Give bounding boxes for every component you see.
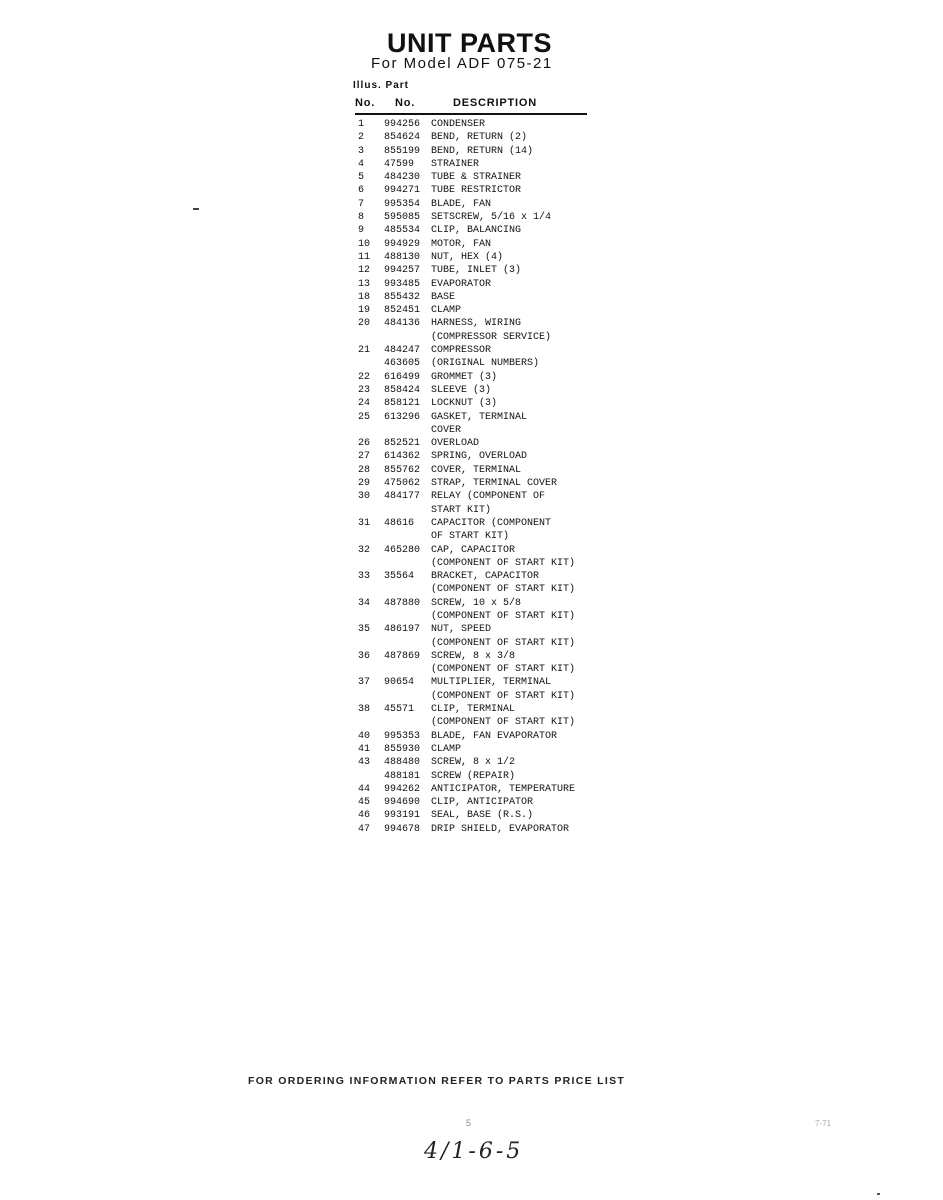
part-number: 463605 (384, 358, 421, 370)
column-header-illus-no: No. (355, 97, 376, 109)
illus-number: 2 (358, 132, 365, 144)
parts-list-row (355, 623, 615, 636)
parts-list-row (355, 730, 615, 743)
page-number: 5 (466, 1118, 472, 1128)
part-description: SLEEVE (3) (431, 384, 492, 396)
parts-list-row (355, 291, 615, 304)
parts-list-row (355, 158, 615, 171)
illus-number: 13 (358, 278, 371, 290)
part-number: 994262 (384, 783, 421, 795)
illus-number: 6 (358, 185, 365, 197)
part-number: 994678 (384, 823, 421, 835)
part-number: 993191 (384, 810, 421, 822)
parts-list-row (355, 118, 615, 131)
illus-number: 26 (358, 438, 371, 450)
parts-list-row (355, 344, 615, 357)
part-description: MOTOR, FAN (431, 238, 492, 250)
illus-number: 12 (358, 265, 371, 277)
part-number: 486197 (384, 624, 421, 636)
part-description: SEAL, BASE (R.S.) (431, 810, 534, 822)
parts-list-row (355, 570, 615, 583)
parts-list-row (355, 198, 615, 211)
part-description: STRAP, TERMINAL COVER (431, 478, 558, 490)
illus-number: 45 (358, 797, 371, 809)
illus-number: 34 (358, 597, 371, 609)
illus-number: 18 (358, 291, 371, 303)
part-number: 994271 (384, 185, 421, 197)
part-description: HARNESS, WIRING (431, 318, 522, 330)
parts-list-row (355, 703, 615, 716)
part-number: 484230 (384, 172, 421, 184)
part-number: 48616 (384, 517, 415, 529)
illus-number: 27 (358, 451, 371, 463)
part-number: 855199 (384, 145, 421, 157)
parts-list-row (355, 131, 615, 144)
part-number: 994257 (384, 265, 421, 277)
illus-number: 8 (358, 212, 365, 224)
parts-list-row (355, 384, 615, 397)
part-number: 488181 (384, 770, 421, 782)
part-description: SCREW, 8 x 1/2 (431, 757, 516, 769)
part-number: 614362 (384, 451, 421, 463)
parts-list-row (355, 211, 615, 224)
parts-list-row (355, 823, 615, 836)
parts-list-row (355, 770, 615, 783)
illus-number: 9 (358, 225, 365, 237)
illus-number: 5 (358, 172, 365, 184)
scan-mark (877, 1193, 880, 1195)
part-description: GROMMET (3) (431, 371, 498, 383)
part-number: 487880 (384, 597, 421, 609)
part-number: 852451 (384, 305, 421, 317)
illus-number: 3 (358, 145, 365, 157)
part-number: 994929 (384, 238, 421, 250)
part-description: SCREW (REPAIR) (431, 770, 516, 782)
parts-list-row (355, 371, 615, 384)
part-number: 854624 (384, 132, 421, 144)
part-number: 485534 (384, 225, 421, 237)
part-number: 995354 (384, 198, 421, 210)
part-number: 852521 (384, 438, 421, 450)
illus-number: 28 (358, 464, 371, 476)
illus-number: 37 (358, 677, 371, 689)
parts-list-row (355, 304, 615, 317)
parts-list-row (355, 171, 615, 184)
illus-number: 7 (358, 198, 365, 210)
part-description: CLIP, ANTICIPATOR (431, 797, 534, 809)
illus-number: 35 (358, 624, 371, 636)
illus-number: 46 (358, 810, 371, 822)
illus-number: 33 (358, 571, 371, 583)
part-description: LOCKNUT (3) (431, 398, 498, 410)
parts-list-row (355, 663, 615, 676)
illus-number: 40 (358, 730, 371, 742)
parts-list-row (355, 597, 615, 610)
illus-number: 19 (358, 305, 371, 317)
part-description: DRIP SHIELD, EVAPORATOR (431, 823, 570, 835)
parts-list-row (355, 583, 615, 596)
illus-number: 21 (358, 345, 371, 357)
part-number: 858121 (384, 398, 421, 410)
part-description: TUBE & STRAINER (431, 172, 522, 184)
part-number: 484136 (384, 318, 421, 330)
part-description: SPRING, OVERLOAD (431, 451, 528, 463)
parts-list-row (355, 809, 615, 822)
parts-list-row (355, 145, 615, 158)
handwritten-note: 4/1-6-5 (424, 1139, 524, 1164)
part-description: (COMPONENT OF START KIT) (431, 584, 576, 596)
part-description: (COMPONENT OF START KIT) (431, 717, 576, 729)
part-number: 855930 (384, 743, 421, 755)
part-description: BRACKET, CAPACITOR (431, 571, 540, 583)
part-description: CLIP, TERMINAL (431, 704, 516, 716)
parts-list-row (355, 796, 615, 809)
part-description: CLIP, BALANCING (431, 225, 522, 237)
parts-list-row (355, 437, 615, 450)
illus-number: 44 (358, 783, 371, 795)
illus-number: 23 (358, 384, 371, 396)
part-description: (COMPONENT OF START KIT) (431, 637, 576, 649)
part-description: MULTIPLIER, TERMINAL (431, 677, 552, 689)
parts-list-row (355, 650, 615, 663)
part-description: (COMPONENT OF START KIT) (431, 557, 576, 569)
part-description: NUT, HEX (4) (431, 251, 504, 263)
part-number: 465280 (384, 544, 421, 556)
part-description: EVAPORATOR (431, 278, 492, 290)
parts-list-row (355, 637, 615, 650)
part-description: SETSCREW, 5/16 x 1/4 (431, 212, 552, 224)
part-description: RELAY (COMPONENT OF (431, 491, 546, 503)
illus-number: 43 (358, 757, 371, 769)
part-description: (ORIGINAL NUMBERS) (431, 358, 540, 370)
part-number: 994256 (384, 119, 421, 130)
parts-list-row (355, 530, 615, 543)
part-description: CLAMP (431, 305, 462, 317)
part-number: 47599 (384, 158, 415, 170)
parts-list-row (355, 464, 615, 477)
part-number: 484177 (384, 491, 421, 503)
parts-list-row (355, 610, 615, 623)
part-number: 993485 (384, 278, 421, 290)
part-number: 488480 (384, 757, 421, 769)
illus-number: 32 (358, 544, 371, 556)
page-title: UNIT PARTS (387, 28, 552, 58)
part-description: OF START KIT) (431, 531, 510, 543)
part-description: SCREW, 10 x 5/8 (431, 597, 522, 609)
ordering-note: FOR ORDERING INFORMATION REFER TO PARTS PRICE LIST (248, 1075, 626, 1087)
part-number: 855762 (384, 464, 421, 476)
part-description: (COMPRESSOR SERVICE) (431, 331, 552, 343)
part-description: COMPRESSOR (431, 345, 492, 357)
part-description: CAP, CAPACITOR (431, 544, 516, 556)
illus-number: 38 (358, 704, 371, 716)
illus-number: 36 (358, 650, 371, 662)
illus-part-header: Illus. Part (353, 80, 410, 91)
column-header-description: DESCRIPTION (453, 97, 537, 109)
part-number: 595085 (384, 212, 421, 224)
part-description: SCREW, 8 x 3/8 (431, 650, 516, 662)
parts-list-row (355, 783, 615, 796)
illus-number: 29 (358, 478, 371, 490)
document-code: 7-71 (815, 1119, 832, 1128)
parts-list-row (355, 317, 615, 330)
part-number: 487869 (384, 650, 421, 662)
part-number: 90654 (384, 677, 415, 689)
column-header-part-no: No. (395, 97, 416, 109)
part-description: BEND, RETURN (14) (431, 145, 534, 157)
part-description: ANTICIPATOR, TEMPERATURE (431, 783, 576, 795)
illus-number: 1 (358, 119, 365, 130)
part-description: STRAINER (431, 158, 480, 170)
part-description: BLADE, FAN EVAPORATOR (431, 730, 558, 742)
part-description: TUBE, INLET (3) (431, 265, 522, 277)
illus-number: 30 (358, 491, 371, 503)
illus-number: 31 (358, 517, 371, 529)
parts-list-row (355, 224, 615, 237)
parts-list-row (355, 477, 615, 490)
part-number: 45571 (384, 704, 415, 716)
illus-number: 25 (358, 411, 371, 423)
part-description: CAPACITOR (COMPONENT (431, 517, 552, 529)
part-number: 855432 (384, 291, 421, 303)
parts-list-row (355, 184, 615, 197)
part-number: 994690 (384, 797, 421, 809)
part-number: 995353 (384, 730, 421, 742)
illus-number: 24 (358, 398, 371, 410)
model-subtitle: For Model ADF 075-21 (371, 55, 553, 72)
parts-list-row (355, 716, 615, 729)
parts-list-row (355, 251, 615, 264)
part-description: NUT, SPEED (431, 624, 492, 636)
parts-list-row (355, 490, 615, 503)
part-description: (COMPONENT OF START KIT) (431, 690, 576, 702)
part-description: OVERLOAD (431, 438, 480, 450)
parts-list-row (355, 504, 615, 517)
illus-number: 22 (358, 371, 371, 383)
illus-number: 10 (358, 238, 371, 250)
parts-list-row (355, 397, 615, 410)
part-number: 613296 (384, 411, 421, 423)
illus-number: 20 (358, 318, 371, 330)
part-number: 488130 (384, 251, 421, 263)
part-number: 616499 (384, 371, 421, 383)
parts-list-row (355, 264, 615, 277)
parts-list-row (355, 411, 615, 424)
part-description: TUBE RESTRICTOR (431, 185, 522, 197)
parts-list-row (355, 557, 615, 570)
part-description: (COMPONENT OF START KIT) (431, 610, 576, 622)
column-header-row (355, 97, 587, 115)
parts-list-row (355, 331, 615, 344)
parts-list-row (355, 756, 615, 769)
parts-list-row (355, 424, 615, 437)
illus-number: 41 (358, 743, 371, 755)
illus-number: 11 (358, 251, 371, 263)
part-number: 35564 (384, 571, 415, 583)
parts-list-row (355, 450, 615, 463)
part-description: CONDENSER (431, 119, 486, 130)
part-number: 475062 (384, 478, 421, 490)
scan-mark (193, 208, 199, 210)
parts-list-row (355, 743, 615, 756)
parts-list-row (355, 238, 615, 251)
parts-list-row (355, 357, 615, 370)
part-description: GASKET, TERMINAL (431, 411, 528, 423)
parts-list-row (355, 544, 615, 557)
part-description: BLADE, FAN (431, 198, 492, 210)
part-description: (COMPONENT OF START KIT) (431, 664, 576, 676)
parts-list-row (355, 676, 615, 689)
parts-list-row (355, 690, 615, 703)
part-description: START KIT) (431, 504, 492, 516)
part-description: COVER (431, 424, 462, 436)
part-description: BEND, RETURN (2) (431, 132, 528, 144)
parts-list-row (355, 278, 615, 291)
part-description: COVER, TERMINAL (431, 464, 522, 476)
illus-number: 47 (358, 823, 371, 835)
part-description: BASE (431, 291, 456, 303)
parts-list (355, 118, 615, 836)
part-description: CLAMP (431, 743, 462, 755)
part-number: 484247 (384, 345, 421, 357)
parts-list-row (355, 517, 615, 530)
part-number: 858424 (384, 384, 421, 396)
illus-number: 4 (358, 158, 365, 170)
